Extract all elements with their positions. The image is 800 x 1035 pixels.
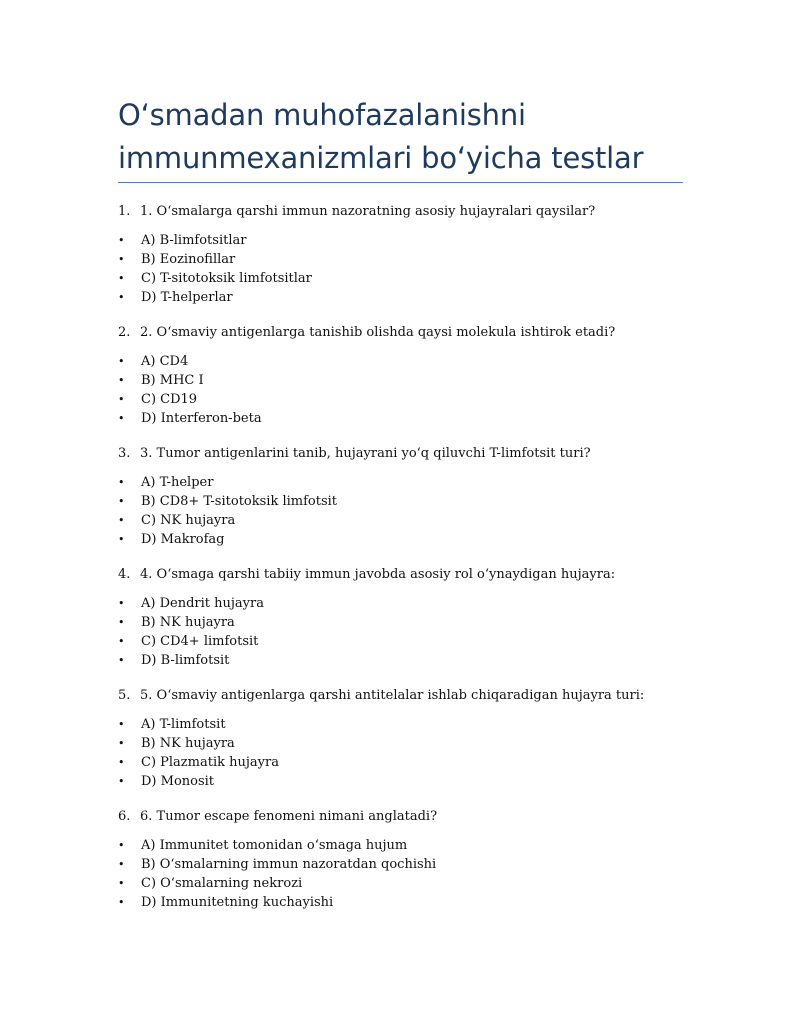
question-line (118, 319, 718, 347)
option-c (118, 632, 718, 651)
question-list (118, 198, 718, 924)
question-text: 6. Tumor escape fenomeni nimani anglatadi? (140, 809, 438, 824)
option-b (118, 371, 718, 390)
option-text: C) CD4+ limfotsit (141, 634, 259, 649)
bullet-icon: • (118, 775, 125, 788)
option-b (118, 734, 718, 753)
option-a (118, 594, 718, 613)
bullet-icon: • (118, 291, 125, 304)
option-text: D) B-limfotsit (141, 653, 230, 668)
option-list (118, 231, 718, 307)
bullet-icon: • (118, 234, 125, 247)
option-text: D) Makrofag (141, 532, 225, 547)
bullet-icon: • (118, 514, 125, 527)
option-c (118, 874, 718, 893)
question-line (118, 803, 718, 831)
option-d (118, 772, 718, 791)
option-b (118, 613, 718, 632)
question-text: 1. O‘smalarga qarshi immun nazoratning asosiy hujayralari qaysilar? (140, 204, 596, 219)
bullet-icon: • (118, 272, 125, 285)
option-a (118, 473, 718, 492)
bullet-icon: • (118, 355, 125, 368)
option-text: A) T-helper (141, 475, 214, 490)
bullet-icon: • (118, 877, 125, 890)
question-5 (118, 682, 718, 803)
question-number: 3. (118, 446, 131, 461)
question-text: 5. O‘smaviy antigenlarga qarshi antitelalar ishlab chiqaradigan hujayra turi: (140, 688, 645, 703)
option-list (118, 594, 718, 670)
option-d (118, 288, 718, 307)
option-list (118, 473, 718, 549)
option-text: B) MHC I (141, 373, 204, 388)
question-line (118, 561, 718, 589)
option-list (118, 715, 718, 791)
option-text: A) T-limfotsit (141, 717, 226, 732)
option-d (118, 409, 718, 428)
bullet-icon: • (118, 896, 125, 909)
option-c (118, 269, 718, 288)
option-a (118, 231, 718, 250)
option-c (118, 753, 718, 772)
option-b (118, 855, 718, 874)
bullet-icon: • (118, 858, 125, 871)
option-text: D) Immunitetning kuchayishi (141, 895, 334, 910)
question-3 (118, 440, 718, 561)
option-b (118, 250, 718, 269)
option-text: C) NK hujayra (141, 513, 236, 528)
question-number: 6. (118, 809, 131, 824)
option-text: D) Interferon-beta (141, 411, 262, 426)
option-c (118, 511, 718, 530)
option-text: B) CD8+ T-sitotoksik limfotsit (141, 494, 338, 509)
option-text: A) B-limfotsitlar (141, 233, 247, 248)
option-text: D) T-helperlar (141, 290, 233, 305)
option-text: C) T-sitotoksik limfotsitlar (141, 271, 312, 286)
question-2 (118, 319, 718, 440)
option-text: A) Dendrit hujayra (141, 596, 264, 611)
option-text: B) NK hujayra (141, 736, 235, 751)
question-number: 1. (118, 204, 131, 219)
bullet-icon: • (118, 597, 125, 610)
document-title: O‘smadan muhofazalanishni immunmexanizmlari bo‘yicha testlar (118, 98, 644, 175)
bullet-icon: • (118, 393, 125, 406)
option-text: A) Immunitet tomonidan o‘smaga hujum (141, 838, 408, 853)
option-text: D) Monosit (141, 774, 215, 789)
option-a (118, 352, 718, 371)
question-line (118, 682, 718, 710)
option-list (118, 836, 718, 912)
question-number: 5. (118, 688, 131, 703)
question-number: 2. (118, 325, 131, 340)
question-6 (118, 803, 718, 924)
option-text: B) O‘smalarning immun nazoratdan qochishi (141, 857, 437, 872)
bullet-icon: • (118, 737, 125, 750)
option-list (118, 352, 718, 428)
option-d (118, 530, 718, 549)
question-line (118, 198, 718, 226)
option-a (118, 715, 718, 734)
option-d (118, 651, 718, 670)
question-text: 2. O‘smaviy antigenlarga tanishib olishda qaysi molekula ishtirok etadi? (140, 325, 616, 340)
bullet-icon: • (118, 616, 125, 629)
bullet-icon: • (118, 654, 125, 667)
option-c (118, 390, 718, 409)
option-text: C) CD19 (141, 392, 198, 407)
bullet-icon: • (118, 839, 125, 852)
bullet-icon: • (118, 412, 125, 425)
question-4 (118, 561, 718, 682)
bullet-icon: • (118, 374, 125, 387)
bullet-icon: • (118, 756, 125, 769)
question-text: 4. O‘smaga qarshi tabiiy immun javobda asosiy rol o‘ynaydigan hujayra: (140, 567, 616, 582)
question-number: 4. (118, 567, 131, 582)
bullet-icon: • (118, 635, 125, 648)
option-text: C) Plazmatik hujayra (141, 755, 279, 770)
bullet-icon: • (118, 495, 125, 508)
option-a (118, 836, 718, 855)
option-d (118, 893, 718, 912)
option-text: A) CD4 (141, 354, 189, 369)
question-text: 3. Tumor antigenlarini tanib, hujayrani yo‘q qiluvchi T-limfotsit turi? (140, 446, 591, 461)
bullet-icon: • (118, 718, 125, 731)
option-text: B) NK hujayra (141, 615, 235, 630)
option-text: C) O‘smalarning nekrozi (141, 876, 303, 891)
question-line (118, 440, 718, 468)
option-b (118, 492, 718, 511)
bullet-icon: • (118, 533, 125, 546)
option-text: B) Eozinofillar (141, 252, 236, 267)
title-divider (118, 182, 683, 183)
bullet-icon: • (118, 253, 125, 266)
question-1 (118, 198, 718, 319)
bullet-icon: • (118, 476, 125, 489)
